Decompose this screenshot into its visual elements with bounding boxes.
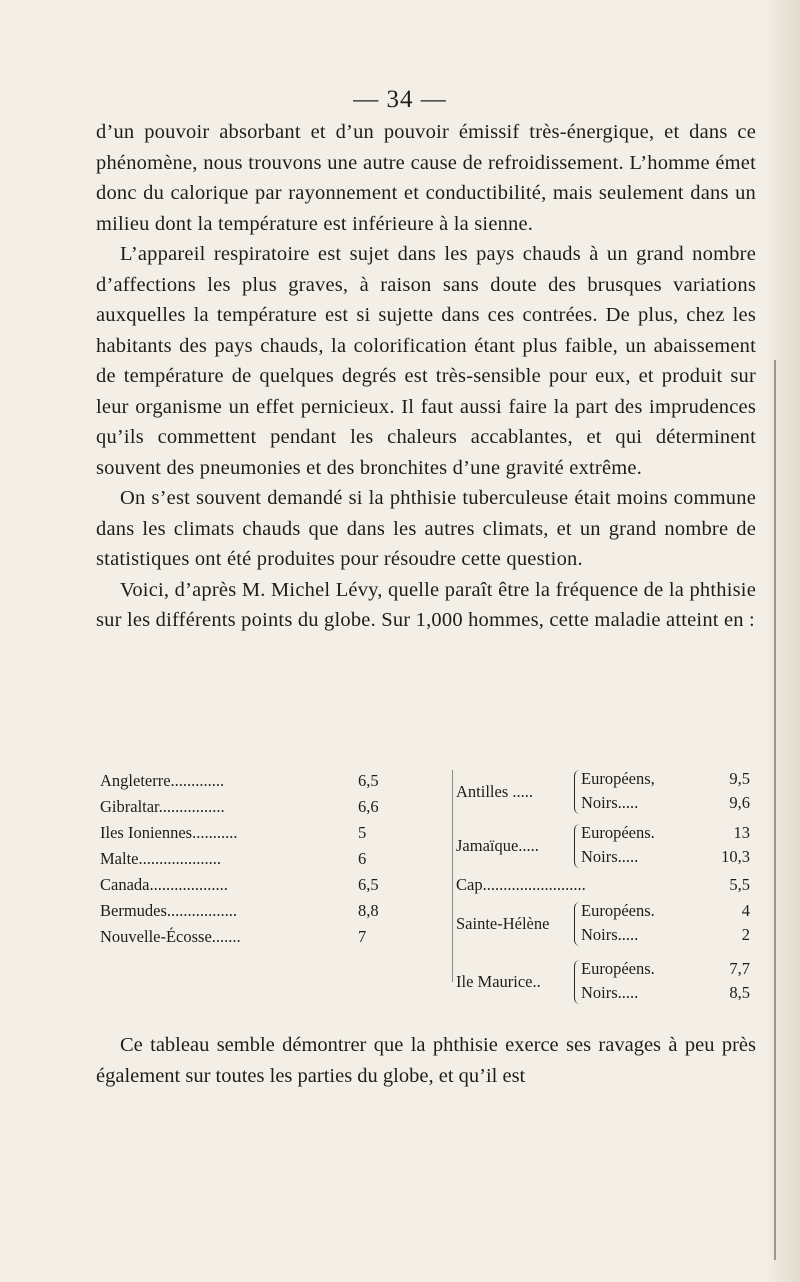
table-row xyxy=(96,820,367,846)
page-number: — 34 — xyxy=(353,86,447,113)
rate-value: 9,5 xyxy=(729,769,750,788)
rate-value: 5,5 xyxy=(729,875,750,894)
brace-icon xyxy=(574,902,581,946)
place-name: Gibraltar................ xyxy=(100,797,225,816)
paragraph-2: L’appareil respiratoire est sujet dans les pays chauds à un grand nombre d’affections les plus graves, à raison sans doute des brusques variations auxquelles la température est si sujette dans ces contrées. De plus, chez les habitants des pays chauds, la colorification étant plus faible, un abaissement de température de quelques degrés est très-sensible pour eux, et produit sur leur organisme un effet pernicieux. Il faut aussi faire la part des imprudences qu’ils commettent pendant les chaleurs accablantes, et qui déterminent souvent des pneumonies et des bronchites d’une gravité extrême. xyxy=(96,243,756,479)
rate-value: 7 xyxy=(358,927,367,946)
group-antilles xyxy=(456,766,766,818)
table-row xyxy=(96,768,379,794)
group-sainte-helene xyxy=(456,898,766,950)
group-name: Sainte-Hélène xyxy=(456,914,550,933)
paragraph-1: d’un pouvoir absorbant et d’un pouvoir émissif très-énergique, et dans ce phénomène, nous trouvons une autre cause de refroidissement. L’homme émet donc du calorique par rayonnement et conductibilité, mais seulement dans un milieu dont la température est inférieure à la sienne. xyxy=(96,121,756,235)
rate-value: 4 xyxy=(741,901,750,920)
brace-icon xyxy=(574,960,581,1004)
subgroup-label: Européens. xyxy=(581,959,655,978)
rate-value: 8,8 xyxy=(358,901,379,920)
group-jamaique xyxy=(456,820,766,872)
rate-value: 6,5 xyxy=(358,771,379,790)
rate-value: 13 xyxy=(733,823,750,842)
page-edge-shadow xyxy=(774,360,776,1260)
table-row xyxy=(96,924,367,950)
group-name: Antilles ..... xyxy=(456,782,533,801)
place-name: Angleterre............. xyxy=(100,771,225,790)
rate-value: 5 xyxy=(358,823,367,842)
subgroup-label: Noirs..... xyxy=(581,925,639,944)
paragraph-3: On s’est souvent demandé si la phthisie tuberculeuse était moins commune dans les climats chauds que dans les autres climats, et un grand nombre de statistiques ont été produites pour résoudre cette question. xyxy=(96,487,756,570)
place-name: Nouvelle-Écosse....... xyxy=(100,927,241,946)
group-cap xyxy=(456,872,766,898)
table-left-column xyxy=(96,768,379,950)
subgroup-label: Européens. xyxy=(581,901,655,920)
table-row xyxy=(96,872,379,898)
rate-value: 6 xyxy=(358,849,367,868)
rate-value: 7,7 xyxy=(729,959,750,978)
page-edge xyxy=(766,0,800,1282)
table-row xyxy=(96,794,379,820)
group-ile-maurice xyxy=(456,956,766,1008)
brace-icon xyxy=(574,824,581,868)
place-name: Iles Ioniennes........... xyxy=(100,823,238,842)
paragraph-4: Voici, d’après M. Michel Lévy, quelle paraît être la fréquence de la phthisie sur les différents points du globe. Sur 1,000 hommes, cette maladie atteint en : xyxy=(96,578,756,631)
subgroup-label: Européens, xyxy=(581,769,655,788)
subgroup-label: Noirs..... xyxy=(581,793,639,812)
subgroup-label: Noirs..... xyxy=(581,847,639,866)
phthisis-frequency-table xyxy=(96,768,756,1018)
closing-text xyxy=(96,1030,756,1091)
place-name: Bermudes................. xyxy=(100,901,238,920)
rate-value: 6,6 xyxy=(358,797,379,816)
group-name: Ile Maurice.. xyxy=(456,972,541,991)
place-name: Malte.................... xyxy=(100,849,221,868)
body-text xyxy=(96,117,756,636)
rate-value: 10,3 xyxy=(721,847,750,866)
subgroup-label: Européens. xyxy=(581,823,655,842)
column-divider xyxy=(452,770,453,982)
group-name: Cap......................... xyxy=(456,875,586,894)
table-row xyxy=(96,898,379,924)
brace-icon xyxy=(574,770,581,814)
place-name: Canada................... xyxy=(100,875,228,894)
rate-value: 8,5 xyxy=(729,983,750,1002)
rate-value: 6,5 xyxy=(358,875,379,894)
paragraph-5: Ce tableau semble démontrer que la phthisie exerce ses ravages à peu près également sur toutes les parties du globe, et qu’il est xyxy=(96,1034,756,1087)
group-name: Jamaïque..... xyxy=(456,836,539,855)
rate-value: 9,6 xyxy=(729,793,750,812)
subgroup-label: Noirs..... xyxy=(581,983,639,1002)
rate-value: 2 xyxy=(741,925,750,944)
table-row xyxy=(96,846,367,872)
